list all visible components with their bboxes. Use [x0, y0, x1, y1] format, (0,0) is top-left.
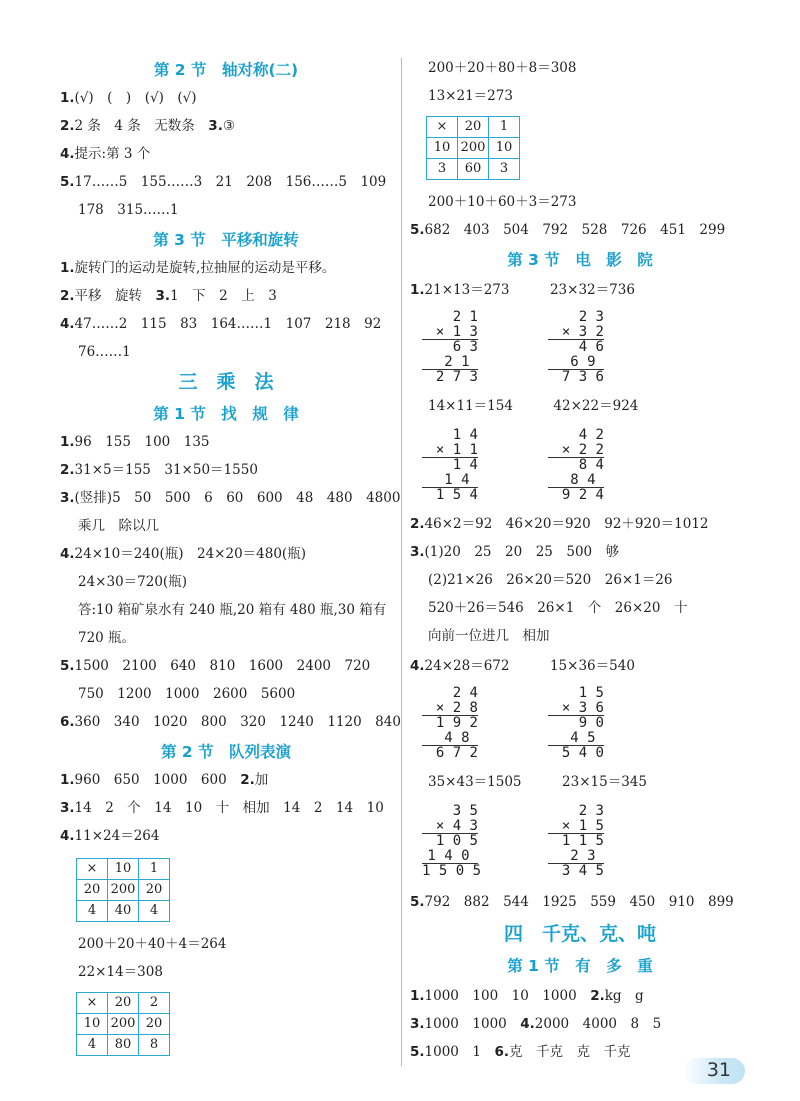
- answer-line: 5.1000 1 6.克 千克 克 千克: [410, 1044, 631, 1060]
- grid-cell: 20: [77, 880, 108, 901]
- answer-line: 1.21×13＝273 23×32＝736: [410, 282, 635, 298]
- calc-row: 2 1: [452, 309, 478, 325]
- grid-row: [427, 117, 520, 138]
- answer-line: 5.17……5 155……3 21 208 156……5 109: [60, 174, 387, 190]
- grid-cell: 60: [458, 159, 489, 180]
- grid-cell: 200: [108, 880, 139, 901]
- grid-cell: 4: [139, 901, 170, 922]
- answer-line: 24×30＝720(瓶): [78, 574, 187, 590]
- grid-cell: 80: [108, 1035, 139, 1056]
- answer-line: 178 315……1: [78, 202, 179, 218]
- calc-row: × 1 5: [548, 819, 604, 835]
- calc-row: 4 2: [578, 427, 604, 443]
- calc-row: 9 2 4: [561, 487, 604, 503]
- page-number-badge: [683, 1058, 745, 1084]
- multiplication-grid: [76, 858, 170, 922]
- answer-line: 200＋20＋40＋4＝264: [78, 936, 227, 952]
- calc-row: 6 9: [548, 355, 604, 371]
- calc-row: 4 8: [422, 731, 478, 747]
- vertical-multiplication: [422, 686, 478, 761]
- answer-line: 向前一位进几 相加: [428, 628, 550, 644]
- grid-cell: 40: [108, 901, 139, 922]
- calc-row: × 4 3: [422, 819, 478, 835]
- calc-row: 5 4 0: [561, 745, 604, 761]
- answer-line: 6.360 340 1020 800 320 1240 1120 840: [60, 714, 401, 730]
- answer-line: 200＋20＋80＋8＝308: [428, 60, 577, 76]
- section-heading: 第 1 节 找 规 律: [153, 405, 299, 423]
- calc-row: 2 3: [548, 849, 604, 865]
- grid-cell: 10: [489, 138, 520, 159]
- grid-row: [77, 880, 170, 901]
- chapter-heading: 三 乘 法: [178, 371, 274, 393]
- calc-row: 1 4: [452, 457, 478, 473]
- answer-line: 3.1000 1000 4.2000 4000 8 5: [410, 1016, 662, 1032]
- grid-row: [77, 1035, 170, 1056]
- answer-line: 1.(√) ( ) (√) (√): [60, 90, 197, 106]
- calc-row: × 2 2: [548, 443, 604, 459]
- calc-row: 1 4: [452, 427, 478, 443]
- answer-line: 200＋10＋60＋3＝273: [428, 194, 577, 210]
- calc-row: 7 3 6: [561, 369, 604, 385]
- grid-cell: 20: [458, 117, 489, 138]
- calc-row: 9 0: [578, 715, 604, 731]
- grid-row: [77, 1014, 170, 1035]
- section-heading: 第 2 节 轴对称(二): [153, 61, 299, 79]
- answer-line: 4.47……2 115 83 164……1 107 218 92: [60, 316, 382, 332]
- grid-cell: 8: [139, 1035, 170, 1056]
- page-number: 31: [706, 1059, 731, 1081]
- calc-row: 2 7 3: [435, 369, 478, 385]
- grid-cell: 20: [139, 880, 170, 901]
- answer-line: 2.46×2＝92 46×20＝920 92＋920＝1012: [410, 516, 709, 532]
- grid-cell: ×: [77, 993, 108, 1014]
- grid-cell: 2: [139, 993, 170, 1014]
- grid-cell: 200: [108, 1014, 139, 1035]
- calc-row: 1 5 0 5: [422, 863, 482, 879]
- grid-cell: ×: [77, 859, 108, 880]
- answer-line: 2.31×5＝155 31×50＝1550: [60, 462, 258, 478]
- answer-line: 1.96 155 100 135: [60, 434, 210, 450]
- vertical-multiplication: [548, 686, 604, 761]
- calc-row: 3 5: [452, 803, 478, 819]
- answer-line: 乘几 除以几: [78, 518, 159, 534]
- calc-row: 2 1: [422, 355, 478, 371]
- calc-row: 1 9 2: [435, 715, 478, 731]
- grid-cell: 4: [77, 901, 108, 922]
- answer-line: 4.24×28＝672 15×36＝540: [410, 658, 635, 674]
- calc-row: 8 4: [578, 457, 604, 473]
- multiplication-grid: [426, 116, 520, 180]
- chapter-heading: 四 千克、克、吨: [503, 923, 656, 945]
- calc-row: 1 5: [578, 685, 604, 701]
- grid-cell: 4: [77, 1035, 108, 1056]
- answer-line: 4.11×24＝264: [60, 828, 160, 844]
- grid-row: [427, 159, 520, 180]
- calc-row: 6 3: [452, 339, 478, 355]
- grid-cell: 20: [108, 993, 139, 1014]
- answer-line: 3.(竖排)5 50 500 6 60 600 48 480 4800: [60, 490, 401, 506]
- vertical-multiplication: [548, 310, 604, 385]
- calc-row: 2 3: [578, 309, 604, 325]
- answer-line: 2.平移 旋转 3.1 下 2 上 3: [60, 288, 277, 304]
- answer-line: 13×21＝273: [428, 88, 513, 104]
- calc-row: 1 0 5: [435, 833, 478, 849]
- calc-row: 6 7 2: [435, 745, 478, 761]
- answer-line: 4.24×10＝240(瓶) 24×20＝480(瓶): [60, 546, 306, 562]
- calc-row: 3 4 5: [561, 863, 604, 879]
- calc-row: 4 5: [548, 731, 604, 747]
- answer-line: (2)21×26 26×20＝520 26×1＝26: [428, 572, 673, 588]
- calc-row: × 1 3: [422, 325, 478, 341]
- vertical-multiplication: [548, 428, 604, 503]
- vertical-multiplication: [422, 428, 478, 503]
- grid-row: [77, 993, 170, 1014]
- vertical-multiplication: [422, 310, 478, 385]
- calc-row: 1 5 4: [435, 487, 478, 503]
- section-heading: 第 3 节 电 影 院: [507, 251, 653, 269]
- answer-line: 4.提示:第 3 个: [60, 146, 151, 162]
- calc-row: 1 4: [422, 473, 478, 489]
- calc-row: 1 4 0: [422, 849, 478, 865]
- answer-line: 5.682 403 504 792 528 726 451 299: [410, 222, 726, 238]
- answer-line: 5.1500 2100 640 810 1600 2400 720: [60, 658, 371, 674]
- answer-line: 2.2 条 4 条 无数条 3.③: [60, 118, 235, 134]
- answer-line: 5.792 882 544 1925 559 450 910 899: [410, 894, 734, 910]
- calc-row: × 3 6: [548, 701, 604, 717]
- answer-line: 35×43＝1505 23×15＝345: [428, 774, 647, 790]
- answer-line: 520＋26＝546 26×1 个 26×20 十: [428, 600, 688, 616]
- grid-cell: 10: [77, 1014, 108, 1035]
- answer-line: 3.(1)20 25 20 25 500 够: [410, 544, 620, 560]
- calc-row: × 3 2: [548, 325, 604, 341]
- answer-line: 1.旋转门的运动是旋转,拉抽屉的运动是平移。: [60, 260, 336, 276]
- calc-row: × 1 1: [422, 443, 478, 459]
- vertical-multiplication: [422, 803, 482, 879]
- answer-line: 76……1: [78, 344, 131, 360]
- grid-cell: 1: [489, 117, 520, 138]
- answer-line: 14×11＝154 42×22＝924: [428, 398, 639, 414]
- answer-line: 750 1200 1000 2600 5600: [78, 686, 296, 702]
- section-heading: 第 3 节 平移和旋转: [153, 231, 299, 249]
- grid-row: [427, 138, 520, 159]
- grid-cell: 1: [139, 859, 170, 880]
- multiplication-grid: [76, 992, 170, 1056]
- grid-cell: 3: [427, 159, 458, 180]
- calc-row: 4 6: [578, 339, 604, 355]
- grid-cell: ×: [427, 117, 458, 138]
- grid-cell: 3: [489, 159, 520, 180]
- section-heading: 第 2 节 队列表演: [160, 743, 292, 761]
- grid-cell: 10: [108, 859, 139, 880]
- grid-row: [77, 901, 170, 922]
- answer-line: 1.1000 100 10 1000 2.kg g: [410, 988, 644, 1004]
- calc-row: 2 4: [452, 685, 478, 701]
- grid-row: [77, 859, 170, 880]
- calc-row: × 2 8: [422, 701, 478, 717]
- grid-cell: 200: [458, 138, 489, 159]
- column-divider: [401, 58, 402, 1066]
- section-heading: 第 1 节 有 多 重: [507, 957, 653, 975]
- grid-cell: 20: [139, 1014, 170, 1035]
- answer-line: 1.960 650 1000 600 2.加: [60, 772, 269, 788]
- grid-cell: 10: [427, 138, 458, 159]
- calc-row: 1 1 5: [561, 833, 604, 849]
- answer-line: 答:10 箱矿泉水有 240 瓶,20 箱有 480 瓶,30 箱有: [78, 602, 387, 618]
- answer-line: 3.14 2 个 14 10 十 相加 14 2 14 10: [60, 800, 384, 816]
- answer-line: 720 瓶。: [78, 630, 136, 646]
- calc-row: 2 3: [578, 803, 604, 819]
- vertical-multiplication: [548, 804, 604, 879]
- answer-line: 22×14＝308: [78, 964, 163, 980]
- calc-row: 8 4: [548, 473, 604, 489]
